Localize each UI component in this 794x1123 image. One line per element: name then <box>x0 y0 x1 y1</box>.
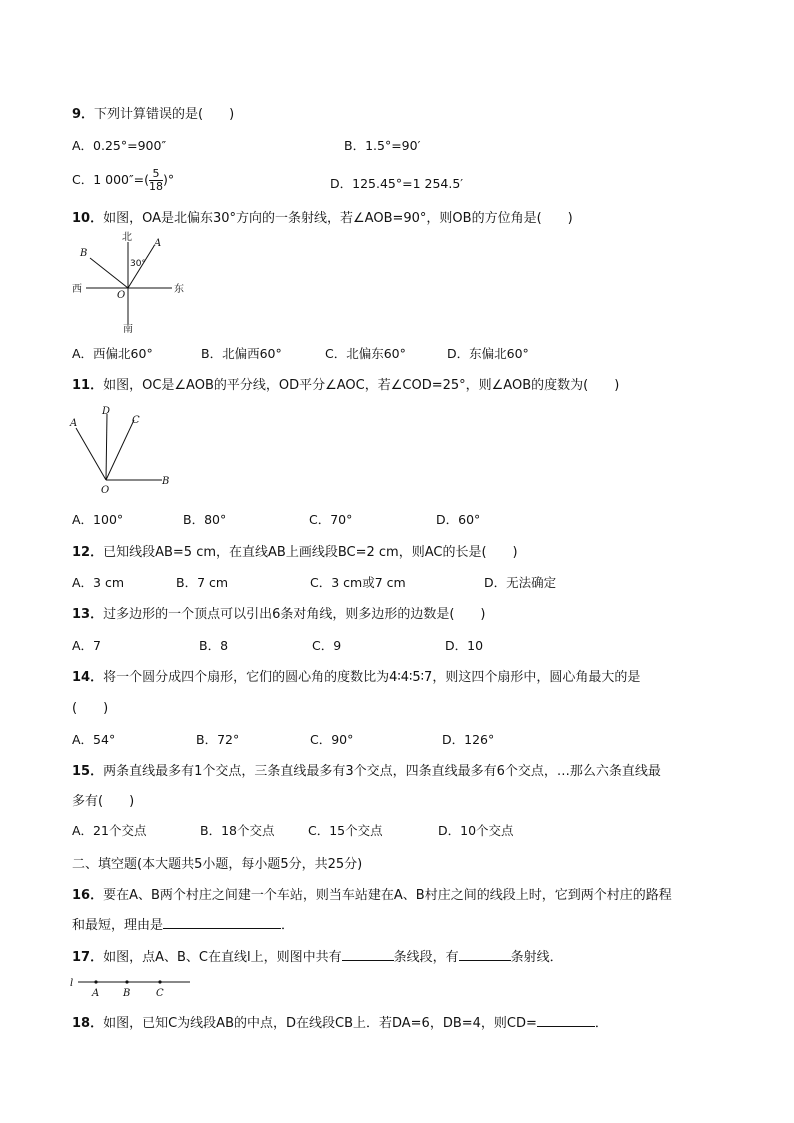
q14-number: 14． <box>72 670 104 685</box>
q12-option-a: A．3 cm <box>72 575 125 590</box>
q10-label-a: A <box>154 238 162 249</box>
q9-option-d: D．125.45°=1 254.5′ <box>330 176 464 191</box>
q13-option-b: B．8 <box>199 638 229 653</box>
q9-option-c <box>72 168 174 193</box>
q10-label-south: 南 <box>123 324 133 334</box>
q16-stem <box>72 884 672 903</box>
q10-option-c: C．北偏东60° <box>325 346 406 361</box>
q15-option-d: D．10个交点 <box>438 823 514 838</box>
q15-text: 两条直线最多有1个交点，三条直线最多有3个交点，四条直线最多有6个交点，…那么六条直线最 <box>103 764 661 779</box>
q10-ray-ob <box>90 258 128 288</box>
q11-label-d: D <box>102 406 111 417</box>
q17-stem <box>72 946 563 965</box>
q10-label-north: 北 <box>122 232 132 243</box>
q10-label-o: O <box>117 290 126 301</box>
q18-answer-blank[interactable] <box>537 1014 595 1027</box>
q11-ray-oc <box>106 420 134 480</box>
q16-text: 要在A、B两个村庄之间建一个车站，则当车站建在A、B村庄之间的线段上时，它到两个村庄的路程 <box>103 888 672 903</box>
q13-option-c: C．9 <box>312 638 342 653</box>
q18-number: 18． <box>72 1016 104 1031</box>
q11-option-b: B．80° <box>183 512 227 527</box>
q17-line-figure <box>66 974 196 1000</box>
q15-stem-line2: 多有( ) <box>72 794 135 809</box>
q9-text: 下列计算错误的是( ) <box>94 107 235 122</box>
q11-label-o: O <box>101 485 110 496</box>
q17-text: 如图，点A、B、C在直线l上，则图中共有 <box>103 950 342 965</box>
q12-stem <box>72 541 518 560</box>
q9-option-c-prefix: C．1 000″=( <box>72 172 150 187</box>
q11-ray-oa <box>76 428 106 480</box>
q10-compass-figure <box>68 230 198 334</box>
q9-option-c-suffix: )° <box>163 172 175 187</box>
q9-option-a: A．0.25°=900″ <box>72 138 167 153</box>
q9-number: 9． <box>72 107 95 122</box>
q14-option-c: C．90° <box>310 732 354 747</box>
q14-option-b: B．72° <box>196 732 240 747</box>
q11-ray-od <box>106 414 107 480</box>
section-2-heading: 二、填空题(本大题共5小题，每小题5分，共25分) <box>72 857 363 872</box>
q15-stem <box>72 760 661 779</box>
q12-number: 12． <box>72 545 104 560</box>
q9-fraction-denominator: 18 <box>149 180 164 193</box>
q11-text: 如图，OC是∠AOB的平分线，OD平分∠AOC，若∠COD=25°，则∠AOB的度数为( ) <box>103 378 620 393</box>
q11-number: 11． <box>72 378 104 393</box>
q17-label-a: A <box>92 988 100 999</box>
q18-text-end: ． <box>594 1016 608 1031</box>
q13-option-d: D．10 <box>445 638 484 653</box>
q14-stem <box>72 666 640 685</box>
q13-stem <box>72 603 486 622</box>
q17-text-end: 条射线． <box>510 950 563 965</box>
q10-option-b: B．北偏西60° <box>201 346 282 361</box>
q11-angle-figure <box>66 402 186 498</box>
q10-label-b: B <box>80 248 88 259</box>
q17-answer-blank-rays[interactable] <box>459 948 511 961</box>
q10-label-west: 西 <box>72 284 82 295</box>
q13-option-a: A．7 <box>72 638 102 653</box>
q13-text: 过多边形的一个顶点可以引出6条对角线，则多边形的边数是( ) <box>103 607 486 622</box>
q11-label-b: B <box>162 476 170 487</box>
q11-option-d: D．60° <box>436 512 481 527</box>
q16-text-end: ． <box>281 918 295 933</box>
q15-option-c: C．15个交点 <box>308 823 383 838</box>
q9-stem <box>72 103 234 122</box>
q13-number: 13． <box>72 607 104 622</box>
q14-text: 将一个圆分成四个扇形，它们的圆心角的度数比为4∶4∶5∶7，则这四个扇形中，圆心角最大的是 <box>103 670 641 685</box>
q17-point-a <box>94 980 97 983</box>
q16-answer-blank[interactable] <box>163 916 281 929</box>
q10-number: 10． <box>72 211 104 226</box>
q17-text-mid: 条线段，有 <box>393 950 459 965</box>
q10-stem <box>72 207 573 226</box>
q10-label-east: 东 <box>174 284 184 295</box>
q11-option-c: C．70° <box>309 512 353 527</box>
q10-label-angle: 30° <box>130 259 146 269</box>
q12-option-d: D．无法确定 <box>484 575 557 590</box>
q12-option-c: C．3 cm或7 cm <box>310 575 406 590</box>
q10-option-a: A．西偏北60° <box>72 346 153 361</box>
q15-option-a: A．21个交点 <box>72 823 147 838</box>
q15-number: 15． <box>72 764 104 779</box>
q12-option-b: B．7 cm <box>176 575 229 590</box>
q11-label-c: C <box>132 415 140 426</box>
q11-stem <box>72 374 619 393</box>
q9-fraction <box>149 168 163 193</box>
q17-label-l: l <box>70 978 74 989</box>
q17-label-c: C <box>156 988 164 999</box>
q16-text-line2: 和最短，理由是 <box>72 918 164 933</box>
q16-stem-line2 <box>72 914 294 933</box>
q17-point-c <box>158 980 161 983</box>
q18-stem <box>72 1012 608 1031</box>
q17-label-b: B <box>123 988 131 999</box>
q14-option-a: A．54° <box>72 732 116 747</box>
q14-stem-line2: ( ) <box>72 701 109 716</box>
q17-number: 17． <box>72 950 104 965</box>
q12-text: 已知线段AB=5 cm，在直线AB上画线段BC=2 cm，则AC的长是( ) <box>103 545 518 560</box>
q10-option-d: D．东偏北60° <box>447 346 529 361</box>
q11-option-a: A．100° <box>72 512 124 527</box>
q17-answer-blank-segments[interactable] <box>342 948 394 961</box>
q15-option-b: B．18个交点 <box>200 823 275 838</box>
q16-number: 16． <box>72 888 104 903</box>
q11-label-a: A <box>70 418 78 429</box>
q18-text: 如图，已知C为线段AB的中点，D在线段CB上．若DA=6，DB=4，则CD= <box>103 1016 537 1031</box>
q10-text: 如图，OA是北偏东30°方向的一条射线，若∠AOB=90°，则OB的方位角是( ) <box>103 211 573 226</box>
q17-point-b <box>125 980 128 983</box>
q9-fraction-numerator: 5 <box>149 168 163 181</box>
q14-option-d: D．126° <box>442 732 495 747</box>
q9-option-b: B．1.5°=90′ <box>344 138 421 153</box>
